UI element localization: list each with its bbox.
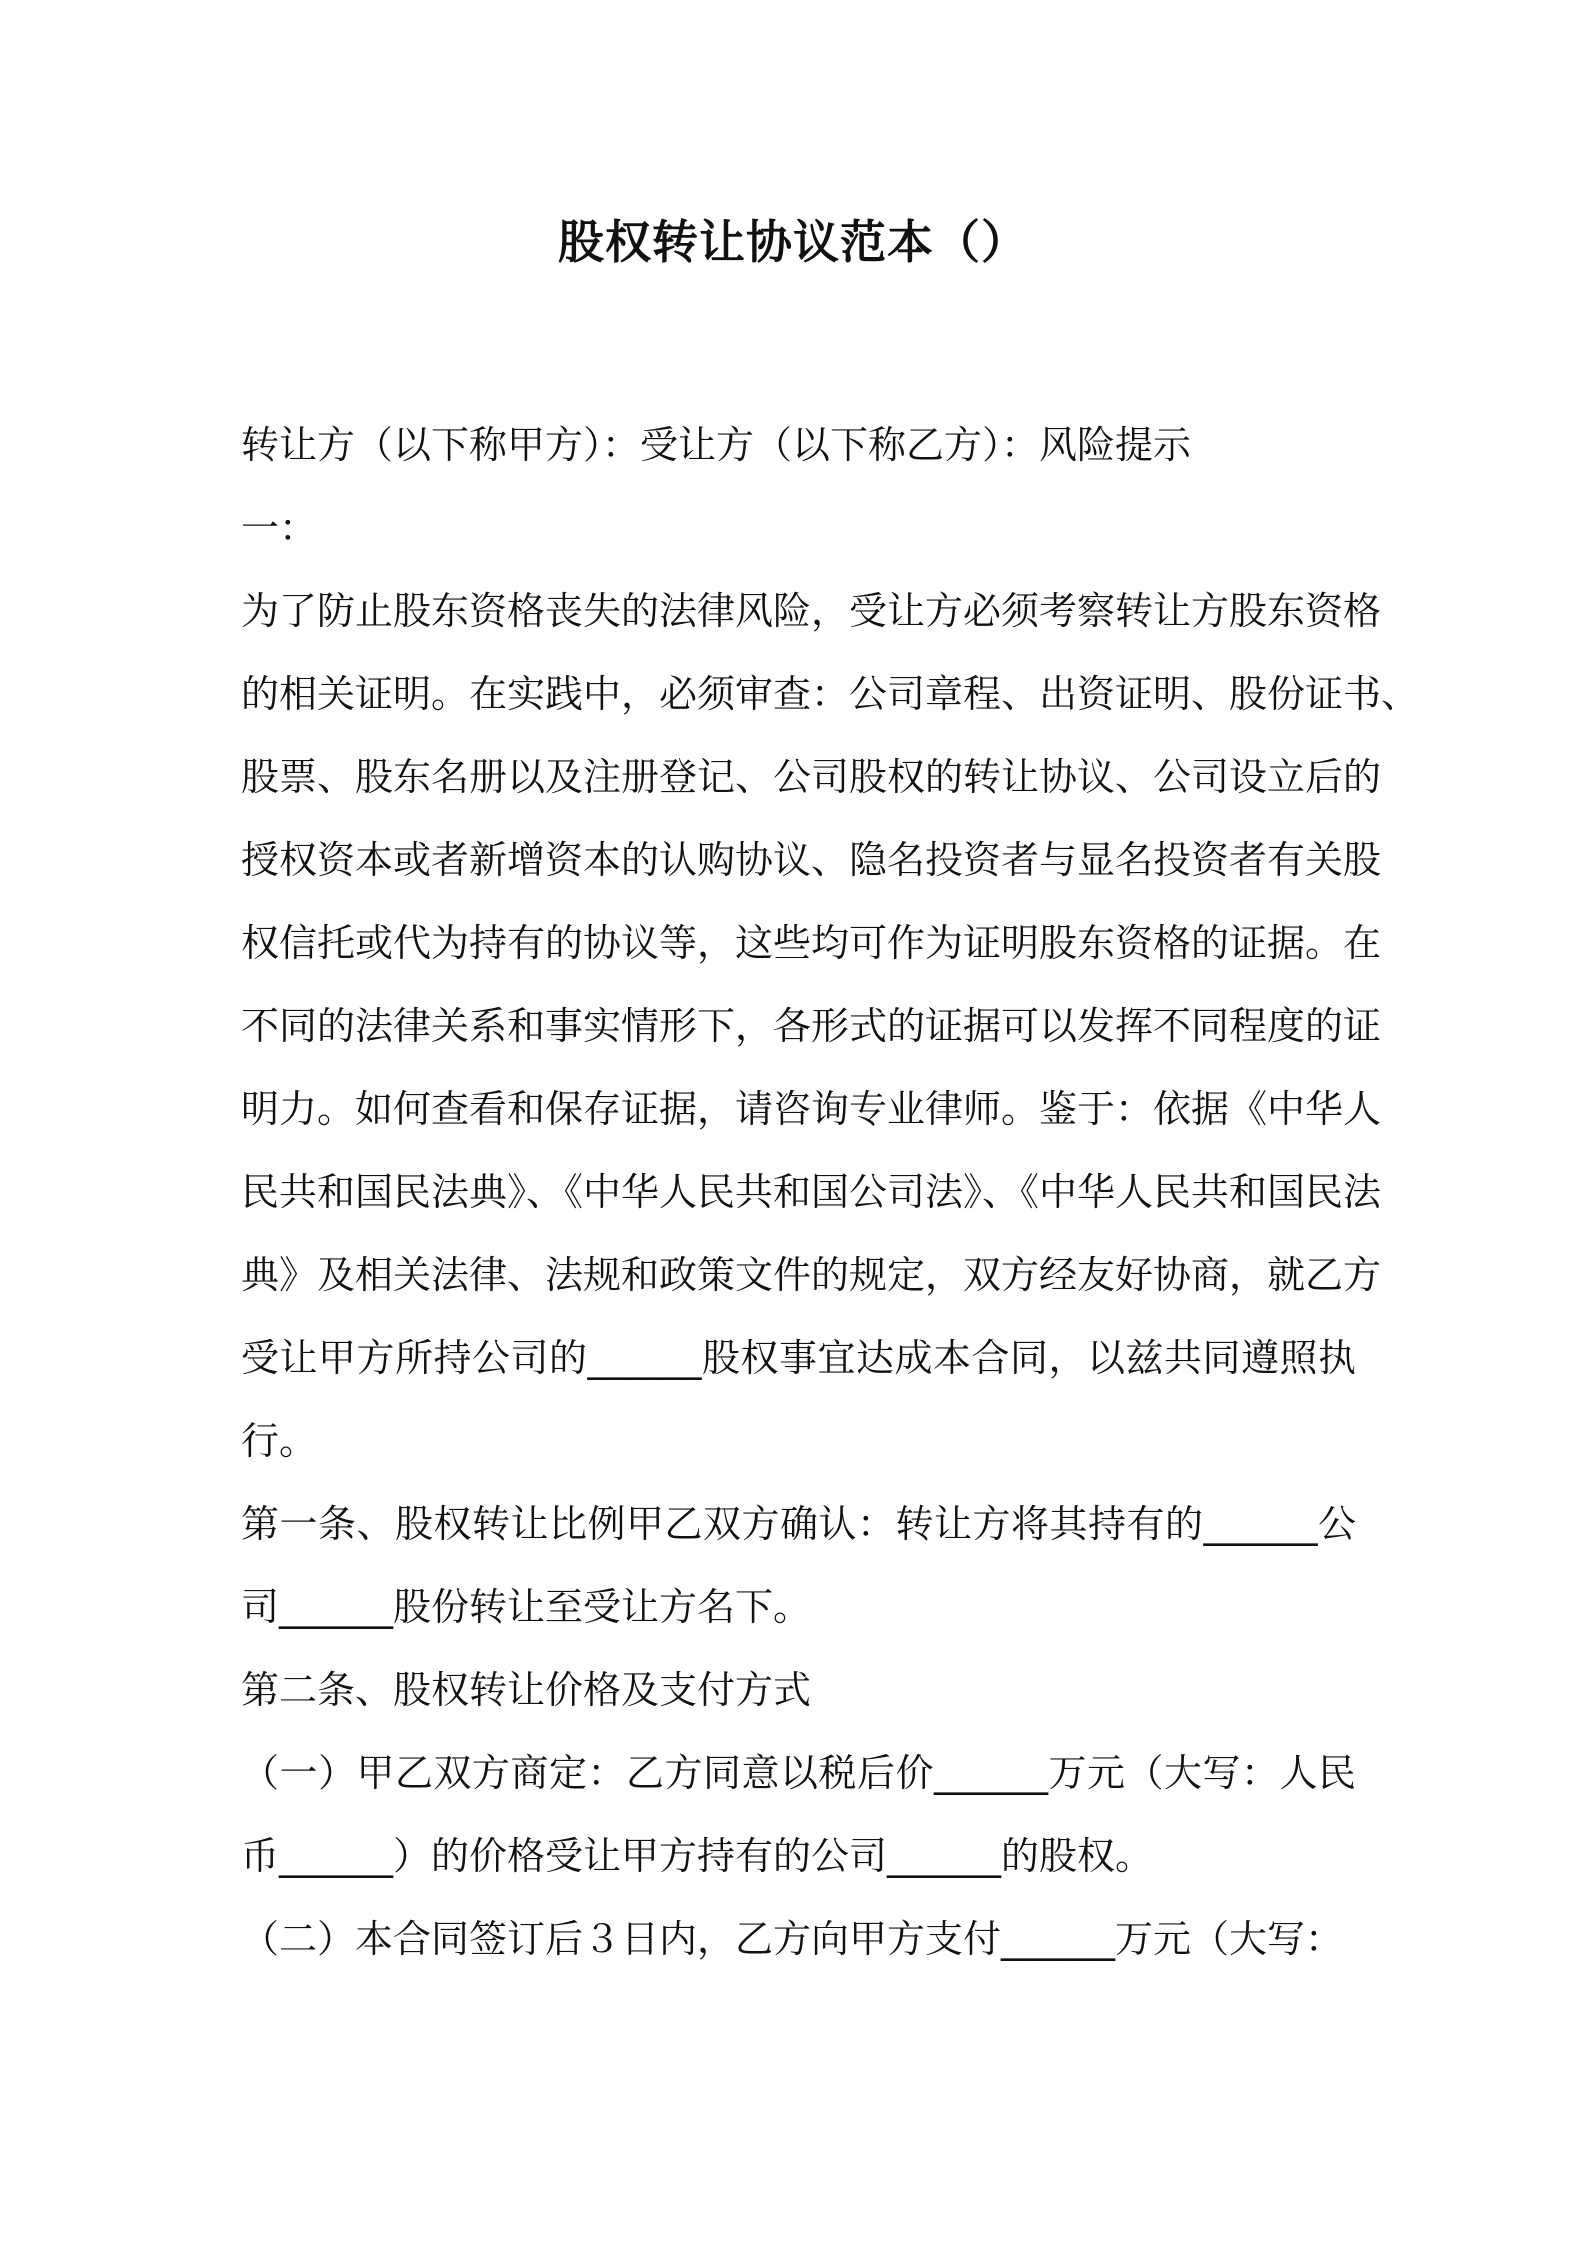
paragraph-line: 授权资本或者新增资本的认购协议、隐名投资者与显名投资者有关股 bbox=[241, 838, 1382, 882]
article-one-line: 第一条、股权转让比例甲乙双方确认：转让方将其持有的______公 bbox=[241, 1502, 1356, 1546]
article-two-heading: 第二条、股权转让价格及支付方式 bbox=[241, 1668, 812, 1712]
paragraph-line: 民共和国民法典》、《中华人民共和国公司法》、《中华人民共和国民法 bbox=[241, 1170, 1382, 1214]
clause-line: 币______）的价格受让甲方持有的公司______的股权。 bbox=[241, 1834, 1154, 1878]
clause-line: （二）本合同签订后３日内，乙方向甲方支付______万元（大写： bbox=[241, 1917, 1344, 1961]
paragraph-line: 典》及相关法律、法规和政策文件的规定，双方经友好协商，就乙方 bbox=[241, 1253, 1382, 1297]
paragraph-line: 受让甲方所持公司的______股权事宜达成本合同，以兹共同遵照执 bbox=[241, 1336, 1356, 1380]
paragraph-line: 权信托或代为持有的协议等，这些均可作为证明股东资格的证据。在 bbox=[241, 921, 1382, 965]
article-one-line: 司______股份转让至受让方名下。 bbox=[241, 1585, 812, 1629]
party-line: 转让方（以下称甲方）：受让方（以下称乙方）：风险提示 bbox=[241, 423, 1192, 467]
clause-line: （一）甲乙双方商定：乙方同意以税后价______万元（大写：人民 bbox=[241, 1751, 1356, 1795]
paragraph-line: 的相关证明。在实践中，必须审查：公司章程、出资证明、股份证书、 bbox=[241, 672, 1420, 716]
paragraph-line: 行。 bbox=[241, 1419, 318, 1463]
paragraph-line: 不同的法律关系和事实情形下，各形式的证据可以发挥不同程度的证 bbox=[241, 1004, 1382, 1048]
paragraph-line: 为了防止股东资格丧失的法律风险，受让方必须考察转让方股东资格 bbox=[241, 589, 1382, 633]
document-title: 股权转让协议范本（） bbox=[558, 215, 1028, 269]
risk-heading: 一： bbox=[241, 506, 318, 550]
document-body bbox=[241, 404, 1420, 1981]
paragraph-line: 明力。如何查看和保存证据，请咨询专业律师。鉴于：依据《中华人 bbox=[241, 1087, 1382, 1131]
paragraph-line: 股票、股东名册以及注册登记、公司股权的转让协议、公司设立后的 bbox=[241, 755, 1382, 799]
